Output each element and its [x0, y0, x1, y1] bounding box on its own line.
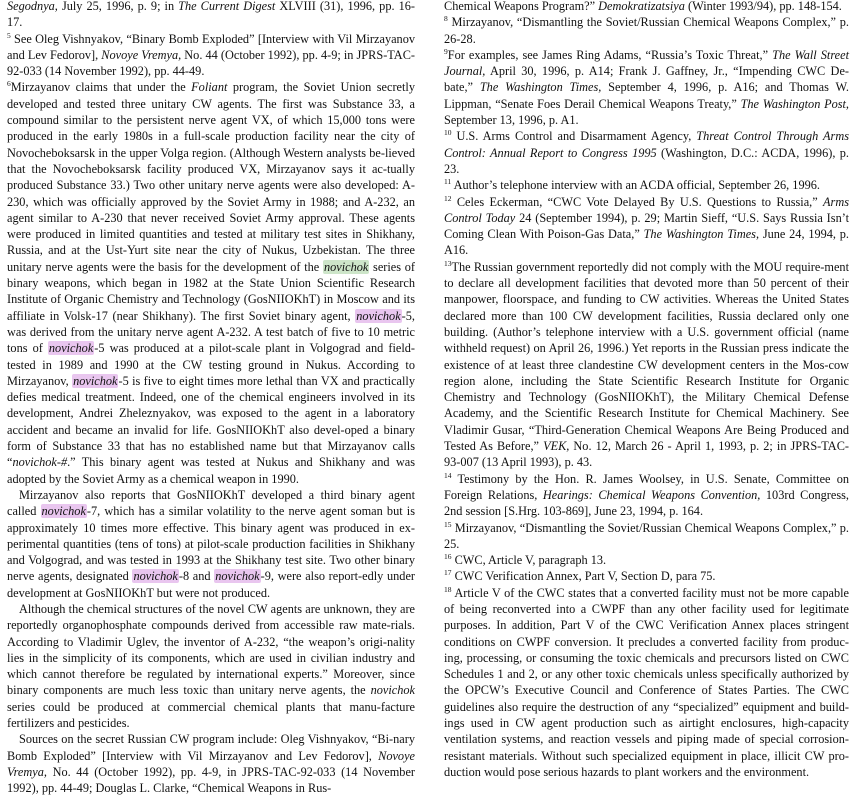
footnote-14: $^{14}$ Testimony by the Hon. R. James Woolsey, in U.S. Senate, Committee on Foreign Relations, Hearings: Chemical Weapons Convention, 103rd Congress, 2nd session [S.Hrg. 103-869], June 23, 1994, p. 164.: [444, 470, 850, 519]
highlight-novichok: novichok: [73, 373, 118, 388]
footnote-17: $^{17}$ CWC Verification Annex, Part V, Section D, para 75.: [444, 568, 716, 584]
right-column: [444, 0, 849, 780]
highlight-novichok: novichok: [41, 504, 86, 519]
footnote-18: $^{18}$ Article V of the CWC states that a converted facility must not be more capable of being reconverted into a CWPF than any other facility used for legitimate purposes. In addition, Part V of the CWC Verification Annex places stringent conditions on CWPF conversion. It precludes a converted facility from produc-ing, processing, or consuming the toxic chemicals and precursors listed on CWC Schedules 1 and 2, or any other toxic chemicals unless specifically authorized by the OPCW’s Executive Council and Conference of States Parties. The CWC guidelines also require the destruction of any “specialized” equipment and build-ings used in CW agent production such as airtight enclosures, high-capacity ventilation systems, and reaction vessels and piping made of special corrosion-resistant materials. Without such specialized equipment in place, illicit CW pro-duction would pose serious hazards to plant workers and the environment.: [444, 584, 849, 779]
paragraph-chemical-structures: Although the chemical structures of the novel CW agents are unknown, they are reportedly organophosphate compounds derived from accessible raw mate-rials. According to Vladimir Uglev, the inventor of A-232, “the weapon’s origi-nality lies in the simplicity of its components, which are used in civilian industry and which cannot therefore be regulated by international experts.” Moreover, since binary components are much less toxic than unitary nerve agents, the novichok series could be produced at commercial chemical plants that manu-facture fertilizers and pesticides.: [7, 601, 415, 731]
footnote-11: $^{11}$ Author’s telephone interview with an ACDA official, September 26, 1996.: [444, 177, 820, 193]
footnote-8: $^8$ Mirzayanov, “Dismantling the Soviet/Russian Chemical Weapons Complex,” p. 26-28.: [444, 14, 849, 46]
highlight-novichok: novichok: [133, 569, 178, 584]
footnote-13: $^{13}$The Russian government reportedly did not comply with the MOU require-ment to declare all development facilities that devoted more than 50 percent of their manpower, floorspace, and funding to CW activities. Whereas the United States declared more than 100 CW development facilities, Russia declared only one building. (Author’s telephone interview with a U.S. government official (name withheld request) on April 26, 1996.) Yet reports in the Russian press indicate the existence of at least three clandestine CW development centers in the Mos-cow region alone, including the State Scientific Research Institute for Organic Chemistry and Technology (GosNIIOKhT), the Military Chemical Defense Academy, and the Scientific Research Institute for Chemical Machinery. See Vladimir Gusar, “Third-Generation Chemical Weapons Are Being Produced and Tested As Before,” VEK, No. 12, March 26 - April 1, 1993, p. 2; in JPRS-TAC-93-007 (13 April 1993), p. 43.: [444, 258, 849, 470]
footnote-6: $^6$Mirzayanov claims that under the Foliant program, the Soviet Union secretly developed and tested three unitary CW agents. The first was Substance 33, a compound similar to the persistent nerve agent VX, of which 15,000 tons were produced in the early 1980s in a full-scale production facility near the city of Novocheboksarsk in the upper Volga region. (Although Western analysts be-lieved that the Novocheboksarsk facility produced VX, Mirzayanov says it ac-tually produced Substance 33.) Two other unitary nerve agents were also developed: A-230, which was officially approved by the Soviet Army in 1988; and A-232, an agent similar to A-230 that never received Soviet Army approval. These agents were produced in limited quantities and tested at military test sites in Shikhany, Russia, and at the Ust-Yurt site near the city of Nukus, Uzbekistan. The three unitary nerve agents were the basis for the development of the novichok series of binary weapons, which began in 1982 at the State Union Scientific Research Institute of Organic Chemistry and Technology (GosNIIOKhT) in Moscow and its affiliate in Volsk-17 (near Shikhany). The first Soviet binary agent, novichok-5, was derived from the unitary nerve agent A-232. A test batch of five to 10 metric tons of novichok-5 was produced at a pilot-scale plant in Volgograd and field-tested in 1989 and 1990 at the CW testing ground in Nukus. According to Mirzayanov, novichok-5 is five to eight times more lethal than VX and practically defies medical treatment. Indeed, one of the chemical engineers involved in its development, Andrei Zheleznyakov, was exposed to the agent in a laboratory accident and became an invalid for life. GosNIIOKhT also devel-oped a binary form of Substance 33 that has no established name but that Mirzayanov calls “novichok-#.” This binary agent was tested at Nukus and Shikhany and was adopted by the Soviet Army as a chemical weapon in 1990.: [7, 79, 415, 486]
paragraph-sources: Sources on the secret Russian CW program include: Oleg Vishnyakov, “Bi-nary Bomb Exploded” [Interview with Vil Mirzayanov and Lev Fedorov], Novoye Vremya, No. 44 (October 1992), pp. 4-9, in JPRS-TAC-92-033 (14 November 1992), pp. 44-49; Douglas L. Clarke, “Chemical Weapons in Rus-: [7, 732, 415, 796]
footnote-15: $^{15}$ Mirzayanov, “Dismantling the Soviet/Russian Chemical Weapons Complex,” p. 25.: [444, 519, 849, 551]
highlight-novichok: novichok: [356, 308, 401, 323]
footnote-7-continued: Chemical Weapons Program?” Demokratizatsiya (Winter 1993/94), pp. 148-154.: [444, 0, 842, 13]
paragraph-novichok-7: Mirzayanov also reports that GosNIIOKhT developed a third binary agent called novichok-7, which has a similar volatility to the nerve agent soman but is approximately 10 times more effective. This binary agent was produced in ex-perimental quantities (tens of tons) at pilot-scale production facilities in Shikhany and Volgograd, and was tested in 1993 at the Shikhany test site. Two other binary nerve agents, designated novichok-8 and novichok-9, were also report-edly under development at GosNIIOKhT but were not produced.: [7, 487, 415, 600]
footnote-4-continued: Segodnya, July 25, 1996, p. 9; in The Current Digest XLVIII (31), 1996, pp. 16-17.: [7, 0, 415, 30]
highlight-novichok: novichok: [323, 259, 369, 274]
footnote-9: $^9$For examples, see James Ring Adams, “Russia’s Toxic Threat,” The Wall Street Journal, April 30, 1996, p. A14; Frank J. Gaffney, Jr., “Impending CWC De-bate,” The Washington Times, September 4, 1996, p. A16; and Thomas W. Lippman, “Senate Foes Derail Chemical Weapons Treaty,” The Washington Post, September 13, 1996, p. A1.: [444, 46, 850, 128]
footnote-10: $^{10}$ U.S. Arms Control and Disarmament Agency, Threat Control Through Arms Control: Annual Report to Congress 1995 (Washington, D.C.: ACDA, 1996), p. 23.: [444, 128, 849, 176]
left-column: [7, 0, 415, 797]
highlight-novichok: novichok: [48, 341, 94, 356]
footnote-12: $^{12}$ Celes Eckerman, “CWC Vote Delayed By U.S. Questions to Russia,” Arms Control Today 24 (September 1994), p. 29; Martin Sieff, “U.S. Says Russia Isn’t Coming Clean With Poison-Gas Data,” The Washington Times, June 24, 1994, p. A16.: [444, 193, 850, 258]
highlight-novichok: novichok: [215, 569, 260, 584]
footnote-5: $^5$ See Oleg Vishnyakov, “Binary Bomb Exploded” [Interview with Vil Mirzayanov and Lev Fedorov], Novoye Vremya, No. 44 (October 1992), pp. 4-9; in JPRS-TAC-92-033 (14 November 1992), pp. 44-49.: [7, 30, 415, 79]
footnote-16: $^{16}$ CWC, Article V, paragraph 13.: [444, 552, 607, 568]
